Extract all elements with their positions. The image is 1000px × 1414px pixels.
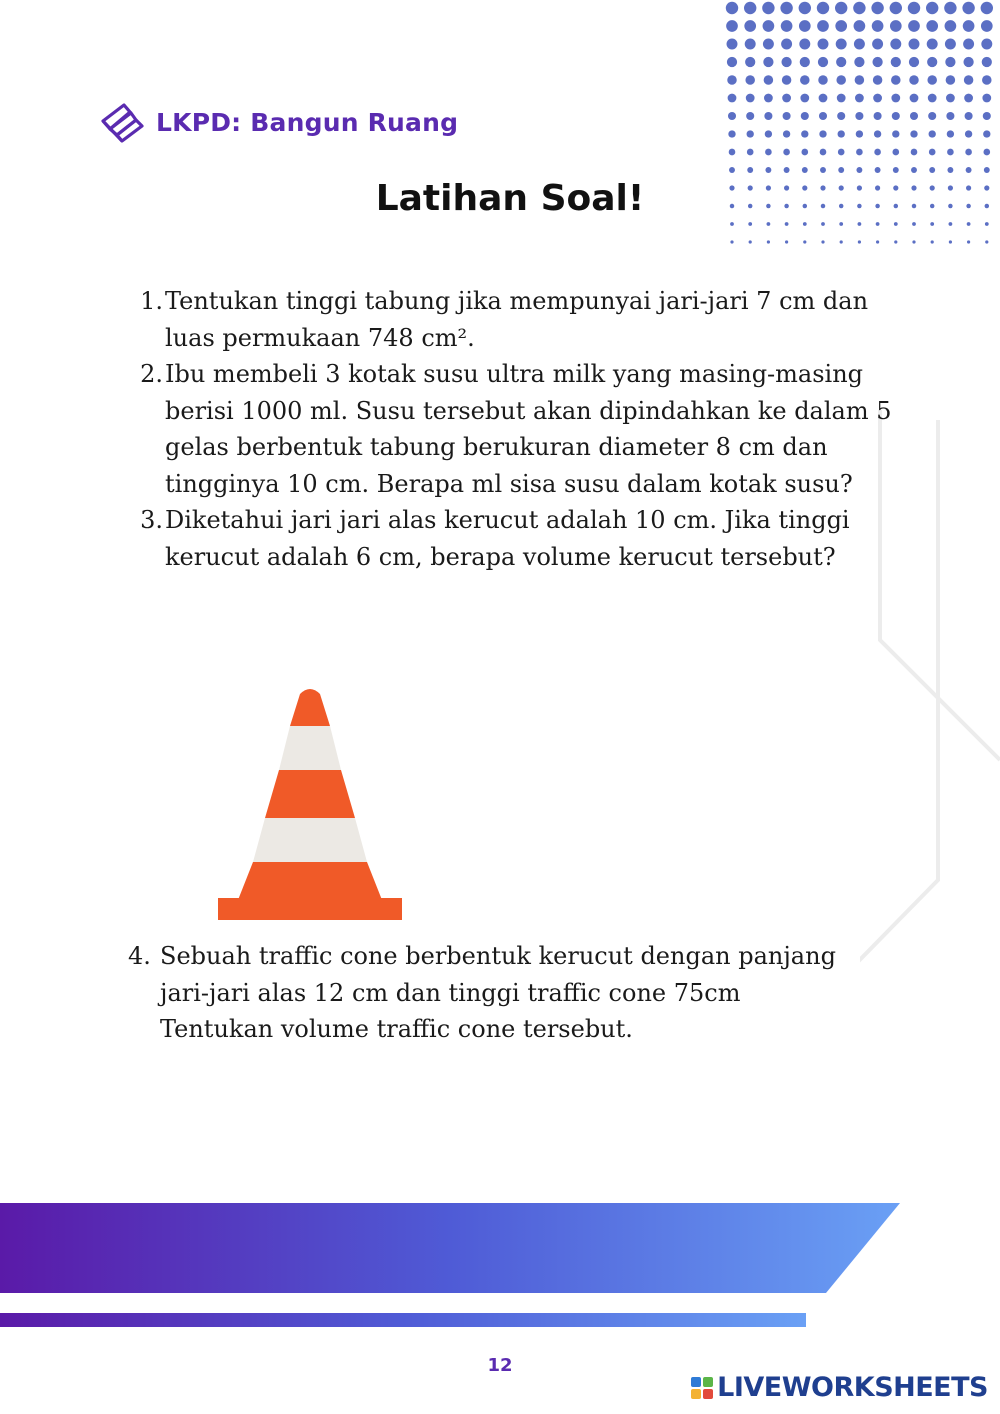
decor-dot <box>747 167 753 173</box>
cone-band-white-top <box>279 726 341 770</box>
cone-band-orange-low <box>238 862 382 900</box>
decor-dot <box>783 149 790 156</box>
decor-dot <box>983 149 990 156</box>
decor-dot <box>873 94 882 103</box>
question-number: 1. <box>140 287 163 315</box>
decor-dot <box>912 222 916 226</box>
header-title: LKPD: Bangun Ruang <box>156 107 459 137</box>
decor-dot <box>747 149 754 156</box>
decor-dot <box>874 112 882 120</box>
decor-dot <box>729 149 736 156</box>
decor-dot <box>985 240 988 243</box>
decor-dot <box>765 149 772 156</box>
decor-dot <box>727 75 737 85</box>
cube-logo-icon <box>100 100 146 144</box>
decor-dot <box>821 222 825 226</box>
question-text: Diketahui jari jari alas kerucut adalah 10 cm. Jika tinggi kerucut adalah 6 cm, berapa volume kerucut tersebut? <box>165 506 850 571</box>
decor-dot <box>801 112 809 120</box>
decor-dot <box>855 75 865 85</box>
question-4 <box>128 938 888 1048</box>
decor-dot <box>965 130 972 137</box>
question-number: 2. <box>140 360 163 388</box>
decor-dot <box>744 2 756 14</box>
decor-dot <box>785 240 788 243</box>
question-list <box>135 283 925 575</box>
question-number: 3. <box>140 506 163 534</box>
decor-dot <box>745 75 755 85</box>
decor-dot <box>964 94 973 103</box>
decor-dot <box>872 57 882 67</box>
decor-dot <box>727 39 738 50</box>
decor-dot <box>801 130 808 137</box>
decor-dot <box>730 240 733 243</box>
decor-dot <box>858 240 861 243</box>
decor-dot <box>983 112 991 120</box>
decor-dot <box>946 75 956 85</box>
decor-dot <box>909 75 919 85</box>
decor-dot <box>910 112 918 120</box>
decor-dot <box>982 57 992 67</box>
decor-dot <box>836 57 846 67</box>
decor-dot <box>840 240 843 243</box>
decor-dot <box>929 167 935 173</box>
decor-dot <box>764 112 772 120</box>
decor-dot <box>910 94 919 103</box>
decor-dot <box>891 75 901 85</box>
cone-tip <box>290 689 330 726</box>
decor-dot <box>982 75 992 85</box>
decor-dot <box>818 57 828 67</box>
decor-dot <box>744 20 756 32</box>
decor-dot <box>749 240 752 243</box>
decor-dot <box>890 39 901 50</box>
decor-dot <box>945 39 956 50</box>
decor-dot <box>746 94 755 103</box>
decor-dot <box>782 75 792 85</box>
decor-dot <box>781 20 793 32</box>
decor-dot <box>967 222 971 226</box>
header <box>100 100 458 144</box>
decor-dot <box>892 130 899 137</box>
decor-dot <box>890 2 902 14</box>
decor-dot <box>839 222 843 226</box>
decor-dot <box>911 167 917 173</box>
decor-dot <box>780 2 792 14</box>
decor-dot <box>874 149 881 156</box>
decor-dot <box>820 167 826 173</box>
decor-dot <box>855 94 864 103</box>
decor-dot <box>838 130 845 137</box>
decor-dot <box>765 130 772 137</box>
decor-dot <box>985 222 989 226</box>
decor-dot <box>835 2 847 14</box>
decor-dot <box>930 222 934 226</box>
decor-dot <box>745 39 756 50</box>
decor-dot <box>910 130 917 137</box>
decor-dot <box>763 20 775 32</box>
decor-dot <box>963 20 975 32</box>
decor-dot <box>908 2 920 14</box>
decor-dot <box>947 167 953 173</box>
decor-dot <box>836 39 847 50</box>
decor-dot <box>838 167 844 173</box>
question-1 <box>135 283 925 356</box>
decor-dot <box>765 167 771 173</box>
decor-dot <box>893 167 899 173</box>
decor-dot <box>802 167 808 173</box>
decor-dot <box>800 75 810 85</box>
decor-dot <box>912 240 915 243</box>
decor-dot <box>800 94 809 103</box>
decor-dot <box>854 20 866 32</box>
decor-dot <box>928 112 936 120</box>
decor-dot <box>911 149 918 156</box>
page-title: Latihan Soal! <box>375 178 645 219</box>
decor-dot <box>875 167 881 173</box>
decor-dot <box>727 57 737 67</box>
decor-dot <box>803 240 806 243</box>
decor-dot <box>783 112 791 120</box>
decor-dot <box>891 94 900 103</box>
decor-dot <box>729 167 735 173</box>
decor-dot <box>963 57 973 67</box>
decor-dot <box>818 39 829 50</box>
cone-band-white-low <box>253 818 367 862</box>
decor-dot <box>764 75 774 85</box>
decor-dot <box>984 167 990 173</box>
cone-base <box>218 898 402 920</box>
decor-dot <box>801 149 808 156</box>
decor-dot <box>728 130 735 137</box>
decor-dot <box>728 112 736 120</box>
decor-dot <box>965 149 972 156</box>
decor-dot <box>819 94 828 103</box>
decor-dot <box>891 57 901 67</box>
decor-dot <box>876 240 879 243</box>
decor-dot <box>946 94 955 103</box>
page-number: 12 <box>487 1355 513 1376</box>
question-text: Sebuah traffic cone berbentuk kerucut dengan panjang jari-jari alas 12 cm dan tinggi traffic cone 75cm Tentukan volume traffic cone tersebut. <box>160 942 836 1043</box>
decor-dot <box>949 240 952 243</box>
footer-gradient-line <box>0 1313 806 1327</box>
decor-dot <box>799 20 811 32</box>
decor-dot <box>944 2 956 14</box>
decor-dot <box>782 94 791 103</box>
decor-dot <box>928 94 937 103</box>
decor-dot <box>949 222 953 226</box>
decor-dot <box>781 57 791 67</box>
decor-dot <box>931 240 934 243</box>
decor-dot <box>963 39 974 50</box>
decor-dot <box>726 2 738 14</box>
decor-dot <box>745 57 755 67</box>
decor-dot <box>746 112 754 120</box>
decor-dot <box>819 112 827 120</box>
decor-dot <box>821 240 824 243</box>
decor-dot <box>748 222 752 226</box>
question-text: Tentukan tinggi tabung jika mempunyai jari-jari 7 cm dan luas permukaan 748 cm². <box>165 287 869 352</box>
decor-dot <box>800 57 810 67</box>
decor-dot <box>856 149 863 156</box>
decor-dot <box>909 39 920 50</box>
decor-dot <box>929 130 936 137</box>
decor-dot <box>784 167 790 173</box>
decor-dot <box>799 2 811 14</box>
decor-dot <box>872 39 883 50</box>
decor-dot <box>854 39 865 50</box>
brand-text: LIVEWORKSHEETS <box>717 1372 988 1403</box>
cone-band-orange-mid <box>265 770 355 818</box>
footer-gradient-band <box>0 1203 900 1293</box>
question-2 <box>135 356 925 502</box>
decor-dot <box>818 75 828 85</box>
decor-dot <box>908 20 920 32</box>
decor-dot <box>982 94 991 103</box>
decor-dot <box>945 20 957 32</box>
decor-dot <box>872 20 884 32</box>
liveworksheets-brand[interactable] <box>691 1372 988 1403</box>
decor-dot <box>892 112 900 120</box>
decor-dot <box>926 2 938 14</box>
decor-dot <box>781 39 792 50</box>
decor-dot <box>927 39 938 50</box>
question-text: Ibu membeli 3 kotak susu ultra milk yang masing-masing berisi 1000 ml. Susu tersebut akan dipindahkan ke dalam 5 gelas berbentuk tabung berukuran diameter 8 cm dan tingginya 10 cm. Berapa ml sisa susu dalam kotak susu? <box>165 360 892 498</box>
decor-dot <box>962 2 974 14</box>
decor-dot <box>730 222 734 226</box>
decor-dot <box>890 20 902 32</box>
decor-dot <box>783 130 790 137</box>
decor-dot <box>856 167 862 173</box>
decor-dot <box>909 57 919 67</box>
decor-dot <box>983 130 990 137</box>
decor-dot <box>855 112 863 120</box>
liveworksheets-logo-icon <box>691 1377 713 1399</box>
decor-dot <box>894 240 897 243</box>
decor-dot <box>871 2 883 14</box>
decor-dot <box>767 222 771 226</box>
decor-dot <box>873 75 883 85</box>
decor-dot <box>836 75 846 85</box>
decor-dot <box>926 20 938 32</box>
decor-dot <box>835 20 847 32</box>
question-number: 4. <box>128 942 151 970</box>
decor-dot <box>858 222 862 226</box>
decor-dot <box>946 112 954 120</box>
decor-dot <box>981 39 992 50</box>
decor-dot <box>947 149 954 156</box>
decor-dot <box>876 222 880 226</box>
question-3 <box>135 502 925 575</box>
decor-dot <box>892 149 899 156</box>
decor-dot <box>837 112 845 120</box>
decor-dot <box>964 75 974 85</box>
decor-dot <box>747 130 754 137</box>
decor-dot <box>927 75 937 85</box>
decor-dot <box>837 94 846 103</box>
decor-dot <box>967 240 970 243</box>
decor-dot <box>820 149 827 156</box>
decor-dot <box>894 222 898 226</box>
decor-dot <box>764 94 773 103</box>
decor-dot <box>728 94 737 103</box>
decor-dot <box>803 222 807 226</box>
decor-dot <box>947 130 954 137</box>
decor-dot <box>929 149 936 156</box>
decor-dot <box>785 222 789 226</box>
decor-dot <box>819 130 826 137</box>
decor-dot <box>966 167 972 173</box>
decor-dot <box>981 2 993 14</box>
decor-dot <box>856 130 863 137</box>
decor-dot <box>965 112 973 120</box>
decor-dot <box>927 57 937 67</box>
decor-dot <box>981 20 993 32</box>
decor-dot <box>817 20 829 32</box>
decor-dot <box>838 149 845 156</box>
decor-dot <box>763 39 774 50</box>
decor-dot <box>854 57 864 67</box>
decor-dot <box>799 39 810 50</box>
decor-dot <box>767 240 770 243</box>
decor-dot <box>874 130 881 137</box>
decor-dot <box>762 2 774 14</box>
decor-dot <box>945 57 955 67</box>
decor-dot <box>853 2 865 14</box>
decor-dot <box>726 20 738 32</box>
decor-dot <box>763 57 773 67</box>
traffic-cone-illustration <box>218 686 402 920</box>
decor-dot <box>817 2 829 14</box>
